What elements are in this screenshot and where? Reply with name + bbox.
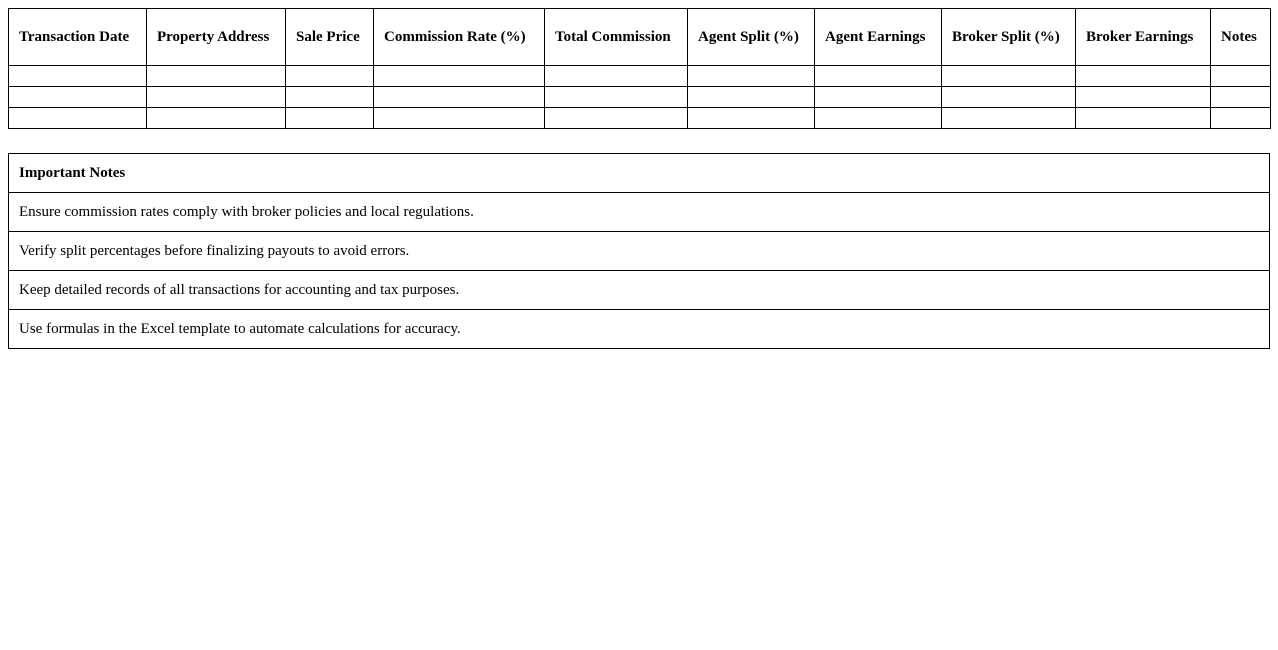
- table-cell[interactable]: [545, 108, 688, 129]
- table-cell[interactable]: [374, 66, 545, 87]
- note-item: Keep detailed records of all transactions for accounting and tax purposes.: [9, 271, 1270, 310]
- header-transaction-date: Transaction Date: [9, 9, 147, 66]
- note-item: Ensure commission rates comply with broker policies and local regulations.: [9, 193, 1270, 232]
- header-notes: Notes: [1211, 9, 1271, 66]
- list-item: [9, 310, 1270, 349]
- table-cell[interactable]: [9, 108, 147, 129]
- header-commission-rate: Commission Rate (%): [374, 9, 545, 66]
- table-cell[interactable]: [1076, 87, 1211, 108]
- table-cell[interactable]: [1211, 87, 1271, 108]
- header-broker-earnings: Broker Earnings: [1076, 9, 1211, 66]
- table-cell[interactable]: [942, 87, 1076, 108]
- table-row: [9, 66, 1271, 87]
- header-agent-split: Agent Split (%): [688, 9, 815, 66]
- important-notes-table: [8, 153, 1270, 349]
- table-cell[interactable]: [286, 108, 374, 129]
- table-cell[interactable]: [545, 66, 688, 87]
- table-cell[interactable]: [815, 87, 942, 108]
- table-cell[interactable]: [147, 66, 286, 87]
- table-row: [9, 87, 1271, 108]
- table-cell[interactable]: [688, 87, 815, 108]
- header-sale-price: Sale Price: [286, 9, 374, 66]
- document: [8, 8, 1270, 349]
- table-cell[interactable]: [1211, 108, 1271, 129]
- list-item: [9, 271, 1270, 310]
- table-cell[interactable]: [286, 87, 374, 108]
- table-cell[interactable]: [688, 108, 815, 129]
- table-cell[interactable]: [1076, 66, 1211, 87]
- list-item: [9, 193, 1270, 232]
- notes-title: Important Notes: [9, 154, 1270, 193]
- note-item: Use formulas in the Excel template to automate calculations for accuracy.: [9, 310, 1270, 349]
- table-cell[interactable]: [9, 66, 147, 87]
- header-broker-split: Broker Split (%): [942, 9, 1076, 66]
- list-item: [9, 232, 1270, 271]
- table-cell[interactable]: [9, 87, 147, 108]
- table-cell[interactable]: [147, 108, 286, 129]
- table-row: [9, 108, 1271, 129]
- table-cell[interactable]: [374, 108, 545, 129]
- table-cell[interactable]: [815, 108, 942, 129]
- notes-header-row: [9, 154, 1270, 193]
- table-cell[interactable]: [815, 66, 942, 87]
- table-header-row: [9, 9, 1271, 66]
- table-cell[interactable]: [147, 87, 286, 108]
- header-property-address: Property Address: [147, 9, 286, 66]
- note-item: Verify split percentages before finalizing payouts to avoid errors.: [9, 232, 1270, 271]
- table-cell[interactable]: [1076, 108, 1211, 129]
- table-cell[interactable]: [688, 66, 815, 87]
- header-total-commission: Total Commission: [545, 9, 688, 66]
- table-cell[interactable]: [942, 66, 1076, 87]
- commission-tracker-table: [8, 8, 1271, 129]
- header-agent-earnings: Agent Earnings: [815, 9, 942, 66]
- table-cell[interactable]: [374, 87, 545, 108]
- table-cell[interactable]: [545, 87, 688, 108]
- table-cell[interactable]: [286, 66, 374, 87]
- table-cell[interactable]: [1211, 66, 1271, 87]
- table-cell[interactable]: [942, 108, 1076, 129]
